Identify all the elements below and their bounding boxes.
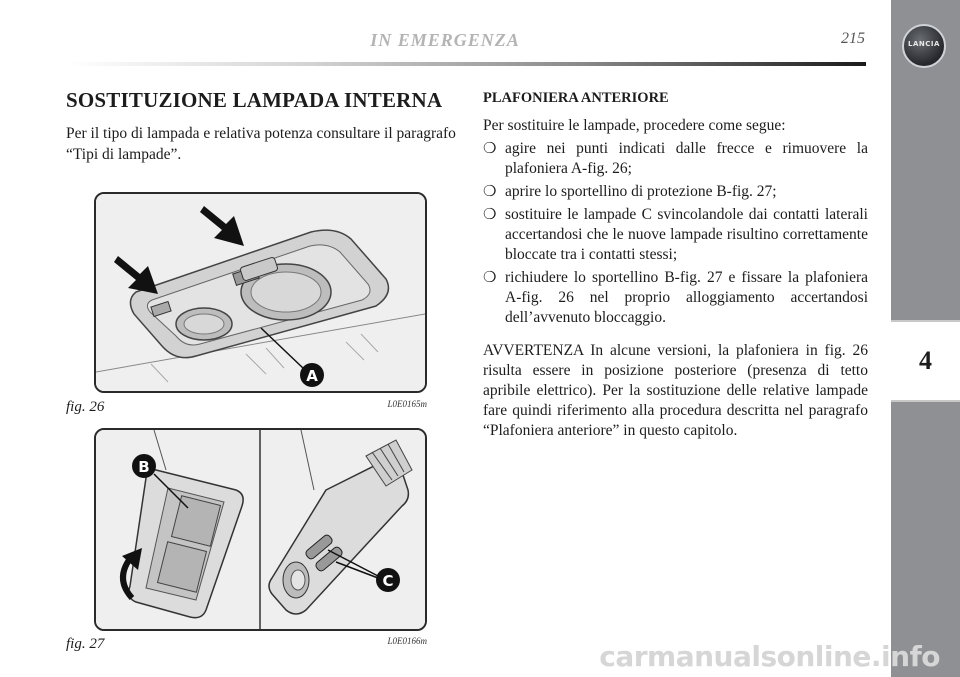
callout-c-label: C <box>382 572 394 590</box>
step-text: agire nei punti indicati dalle frecce e rimuovere la plafoniera A-fig. 26; <box>505 140 868 177</box>
bullet-icon: ❍ <box>483 270 497 286</box>
warning-paragraph: AVVERTENZA In alcune versioni, la plafoniera in fig. 26 risulta essere in posizione posteriore (presenza di tetto apribile elettrico). Per la sostituzione delle relative lampade fare quindi riferimento alla procedura descritta nel paragrafo “Plafoniera anteriore” in questo capitolo. <box>483 342 868 439</box>
list-item <box>483 268 868 328</box>
header-rule <box>66 62 866 66</box>
lamp-cover-drawing <box>96 430 425 629</box>
chapter-tab[interactable]: 4 <box>891 320 960 402</box>
logo-text: LANCIA <box>908 40 940 48</box>
front-roof-lamp-drawing <box>96 194 425 391</box>
running-head: IN EMERGENZA <box>370 30 520 50</box>
fig-27-code: L0E0166m <box>387 636 427 646</box>
fig-26-caption: fig. 26 <box>66 399 105 415</box>
fig-27-caption: fig. 27 <box>66 636 105 652</box>
intro-paragraph: Per il tipo di lampada e relativa potenza consultare il paragrafo “Tipi di lampade”. <box>66 125 456 163</box>
bullet-icon: ❍ <box>483 141 497 157</box>
step-text: sostituire le lampade C svincolandole dai contatti laterali accertandosi che le nuove lampade risultino correttamente bloccate tra i contatti stessi; <box>505 206 868 263</box>
step-list <box>483 139 868 331</box>
lancia-logo-icon <box>902 24 946 68</box>
callout-b-label: B <box>138 458 150 476</box>
page-number: 215 <box>841 30 865 47</box>
figure-27-illustration <box>94 428 427 631</box>
step-text: aprire lo sportellino di protezione B-fig. 27; <box>505 183 777 200</box>
step-text: richiudere lo sportellino B-fig. 27 e fissare la plafoniera A-fig. 26 nel proprio alloggiamento accertandosi dell’avvenuto bloccaggio. <box>505 269 868 326</box>
list-item <box>483 139 868 179</box>
list-item <box>483 205 868 265</box>
subheading: PLAFONIERA ANTERIORE <box>483 90 669 106</box>
steps-intro: Per sostituire le lampade, procedere come segue: <box>483 117 786 134</box>
list-item <box>483 182 868 202</box>
chapter-sidebar <box>891 0 960 677</box>
callout-a-label: A <box>306 367 318 385</box>
fig-26-code: L0E0165m <box>387 399 427 409</box>
figure-26-illustration <box>94 192 427 393</box>
watermark: carmanualsonline.info <box>599 640 940 673</box>
bullet-icon: ❍ <box>483 207 497 223</box>
section-title: SOSTITUZIONE LAMPADA INTERNA <box>66 88 443 112</box>
bullet-icon: ❍ <box>483 184 497 200</box>
